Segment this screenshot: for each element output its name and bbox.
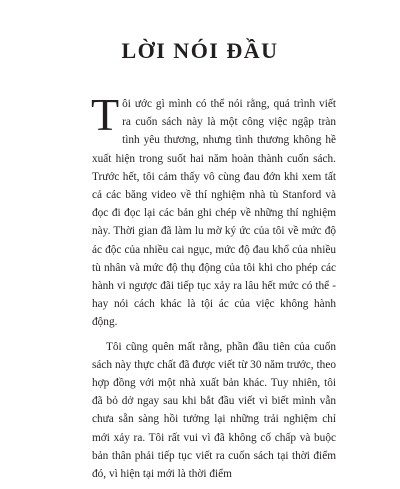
page-title: LỜI NÓI ĐẦU: [121, 38, 279, 63]
paragraph-first-text: ôi ước gì mình có thể nói rằng, quá trình viết ra cuốn sách này là một công việc ngập tràn tình yêu thương, nhưng tình thương không hề xuất hiện trong suốt hai năm hoàn thành cuốn sách. Trước hết, tôi cảm thấy vô cùng đau đớn khi xem tất cả các băng video về thí nghiệm nhà tù Stanford và đọc đi đọc lại các bản ghi chép về những thí nghiệm này. Thời gian đã làm lu mờ ký ức của tôi về mức độ ác độc của nhiều cai ngục, mức độ đau khổ của nhiều tù nhân và mức độ thụ động của tôi khi cho phép các hành vi ngược đãi tiếp tục xảy ra lâu hết mức có thể - hay nói cách khác là tội ác của việc không hành động.: [92, 98, 336, 329]
paragraph-second: Tôi cũng quên mất rằng, phần đầu tiên của cuốn sách này thực chất đã được viết từ 30 năm trước, theo hợp đồng với một nhà xuất bản khác. Tuy nhiên, tôi đã bỏ dở ngay sau khi bắt đầu viết vì biết mình vẫn chưa sẵn sàng hồi tưởng lại những trải nghiệm chỉ mới xảy ra. Tôi rất vui vì đã không cố chấp và buộc bản thân phải tiếp tục viết ra cuốn sách tại thời điểm đó, vì hiện tại mới là thời điểm: [92, 340, 336, 481]
paragraph-first: [91, 89, 336, 332]
drop-cap: T: [91, 89, 120, 140]
body-text: [91, 89, 336, 489]
